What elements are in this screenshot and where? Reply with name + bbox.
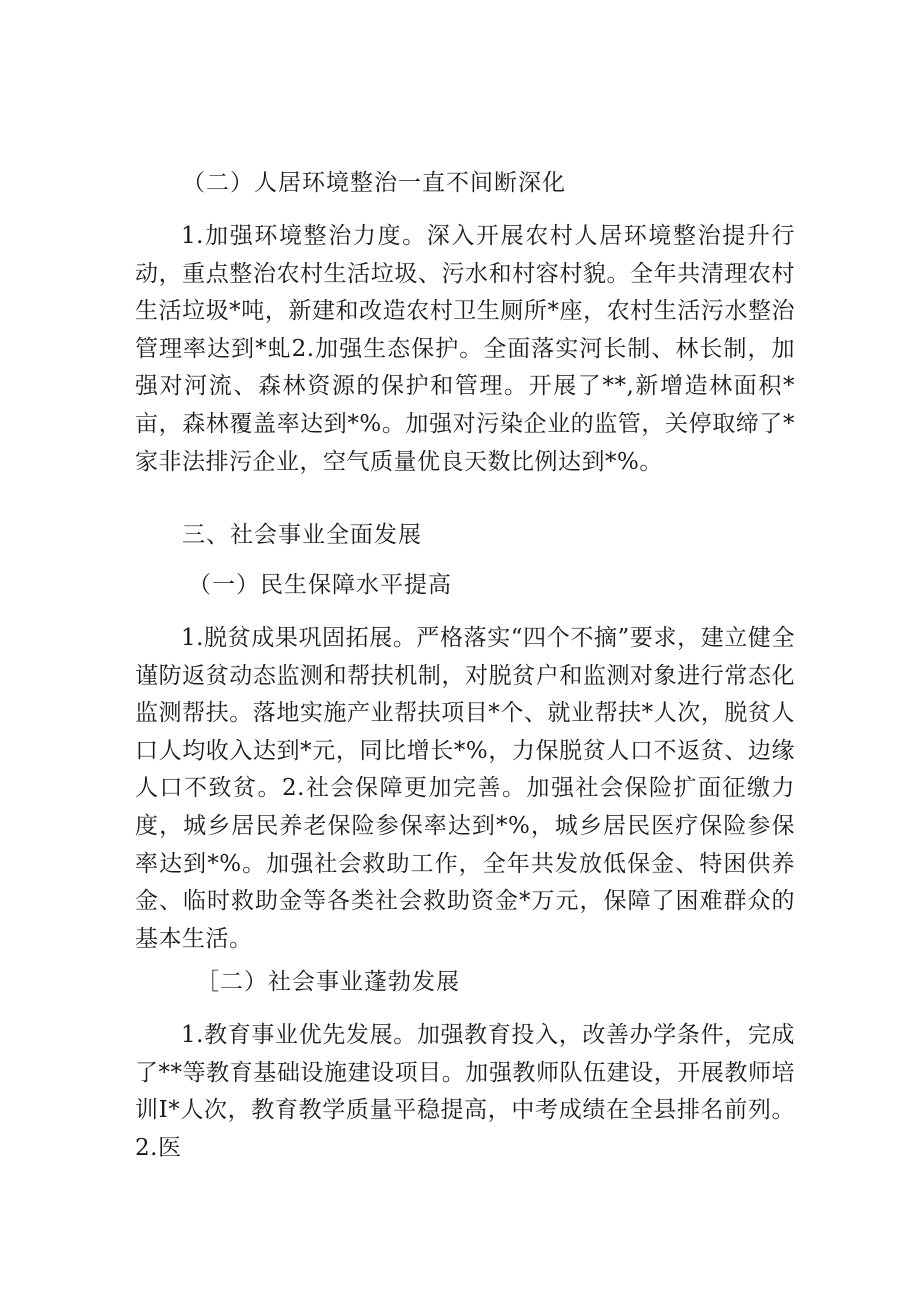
paragraph-education: 1.教育事业优先发展。加强教育投入，改善办学条件，完成了**等教育基础设施建设项目。加强教师队伍建设，开展教师培训I*人次，教育教学质量平稳提高，中考成绩在全县排名前列。2.医 (135, 1022, 795, 1161)
paragraph-environment: 1.加强环境整治力度。深入开展农村人居环境整治提升行动，重点整治农村生活垃圾、污水和村容村貌。全年共清理农村生活垃圾*吨，新建和改造农村卫生厕所*座，农村生活污水整治管理率达到*虬2.加强生态保护。全面落实河长制、林长制，加强对河流、森林资源的保护和管理。开展了**,新增造林面积*亩，森林覆盖率达到*%。加强对污染企业的监管，关停取缔了*家非法排污企业，空气质量优良天数比例达到*%。 (135, 223, 795, 475)
section-heading-2-2: （二）人居环境整治一直不间断深化 (182, 170, 566, 196)
section-heading-3: 三、社会事业全面发展 (182, 522, 422, 548)
paragraph-livelihood: 1.脱贫成果巩固拓展。严格落实“四个不摘”要求，建立健全谨防返贫动态监测和帮扶机制，对脱贫户和监测对象进行常态化监测帮扶。落地实施产业帮扶项目*个、就业帮扶*人次，脱贫人口人均收入达到*元，同比增长*%，力保脱贫人口不返贫、边缘人口不致贫。2.社会保障更加完善。加强社会保险扩面征缴力度，城乡居民养老保险参保率达到*%，城乡居民医疗保险参保率达到*%。加强社会救助工作，全年共发放低保金、特困供养金、临时救助金等各类社会救助资金*万元，保障了困难群众的基本生活。 (135, 625, 795, 952)
section-heading-3-1: （一）民生保障水平提高 (188, 572, 452, 598)
section-heading-3-2: ［二）社会事业蓬勃发展 (196, 969, 460, 995)
